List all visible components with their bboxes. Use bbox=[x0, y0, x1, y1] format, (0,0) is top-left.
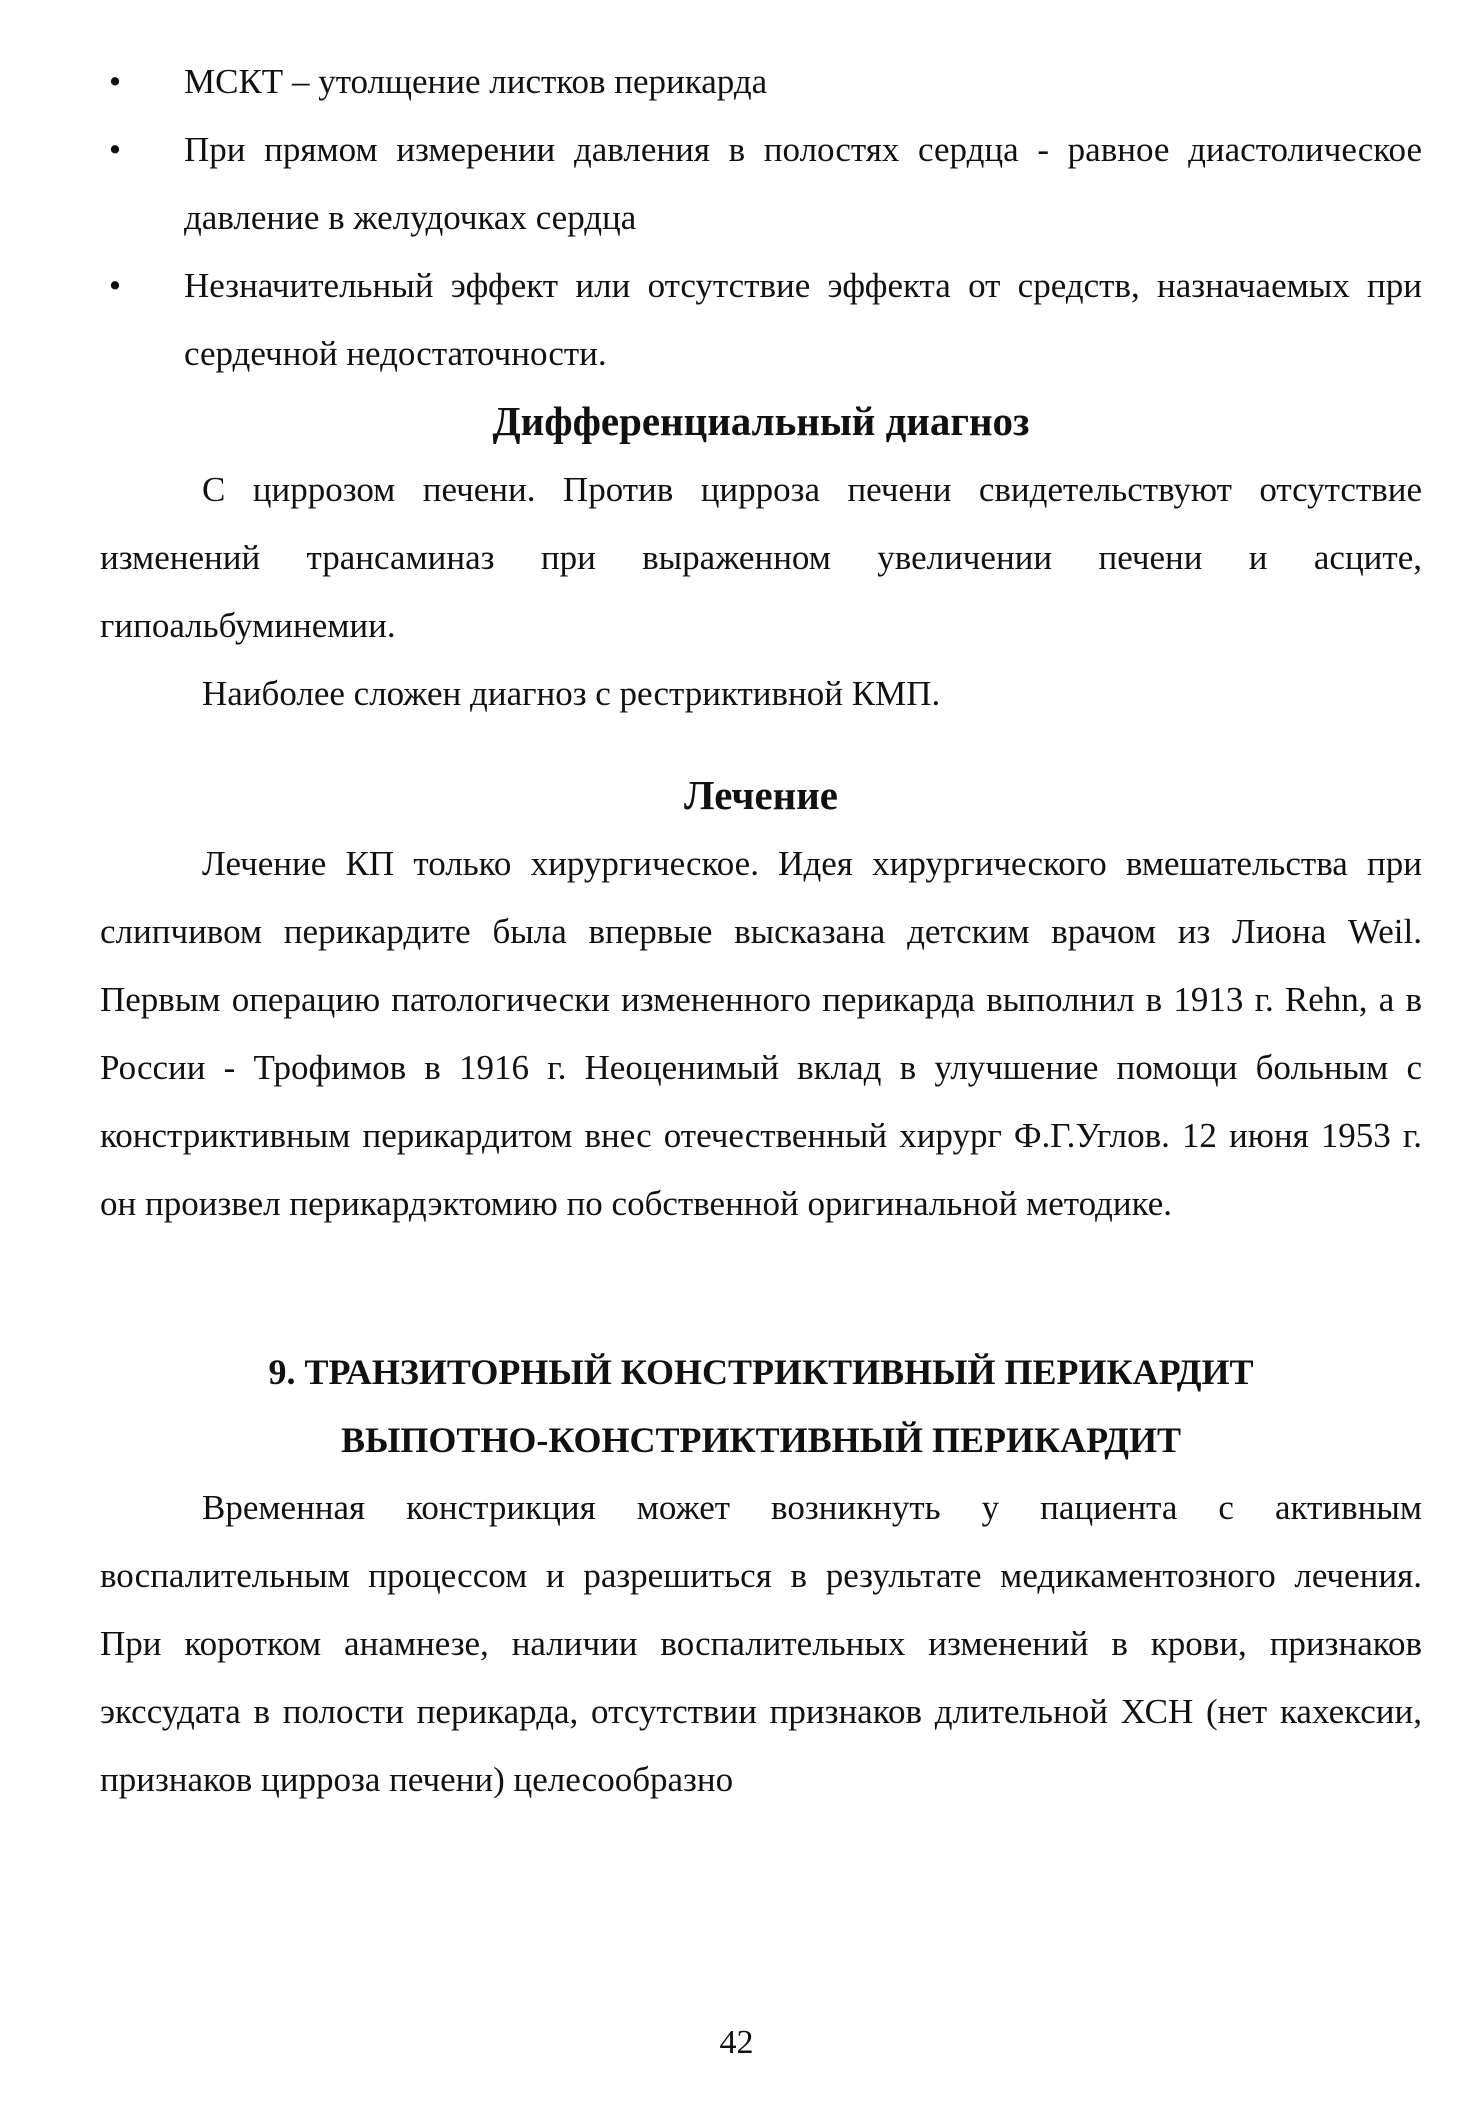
section-title-line2: ВЫПОТНО-КОНСТРИКТИВНЫЙ ПЕРИКАРДИТ bbox=[340, 1420, 1182, 1460]
spacer bbox=[100, 728, 1422, 762]
spacer bbox=[100, 1238, 1422, 1338]
differential-paragraph-restrictive: Наиболее сложен диагноз с рестриктивной КМП. bbox=[202, 674, 941, 713]
treatment-paragraph: Лечение КП только хирургическое. Идея хирургического вмешательства при слипчивом перикардите была впервые высказана детским врачом из Лиона Weil. Первым операцию патологически измененного перикарда выполнил в 1913 г. Rehn, а в России - Трофимов в 1916 г. Неоценимый вклад в улучшение помощи больным с констриктивным перикардитом внес отечественный хирург Ф.Г.Углов. 12 июня 1953 г. он произвел перикардэктомию по собственной оригинальной методике. bbox=[100, 844, 1422, 1223]
treatment-heading: Лечение bbox=[684, 773, 838, 818]
differential-diagnosis-heading: Дифференциальный диагноз bbox=[492, 399, 1030, 444]
criteria-bullet-list bbox=[100, 48, 1422, 388]
bullet-text: Незначительный эффект или отсутствие эффекта от средств, назначаемых при сердечной недостаточности. bbox=[184, 266, 1422, 373]
bullet-icon: • bbox=[108, 266, 122, 305]
page-number: 42 bbox=[719, 2024, 754, 2061]
bullet-icon: • bbox=[108, 62, 122, 101]
bullet-item-msct bbox=[100, 48, 1422, 116]
bullet-item-therapy-effect bbox=[100, 252, 1422, 388]
page-content bbox=[100, 48, 1422, 1814]
bullet-item-pressure bbox=[100, 116, 1422, 252]
bullet-text: При прямом измерении давления в полостях сердца - равное диастолическое давление в желудочках сердца bbox=[184, 130, 1422, 237]
bullet-text: МСКТ – утолщение листков перикарда bbox=[184, 62, 768, 101]
section-title-line1: 9. ТРАНЗИТОРНЫЙ КОНСТРИКТИВНЫЙ ПЕРИКАРДИТ bbox=[268, 1352, 1254, 1392]
differential-paragraph-cirrhosis: С циррозом печени. Против цирроза печени свидетельствуют отсутствие изменений трансаминаз при выраженном увеличении печени и асците, гипоальбуминемии. bbox=[100, 470, 1422, 645]
section9-paragraph: Временная констрикция может возникнуть у пациента с активным воспалительным процессом и разрешиться в результате медикаментозного лечения. При коротком анамнезе, наличии воспалительных изменений в крови, признаков экссудата в полости перикарда, отсутствии признаков длительной ХСН (нет кахексии, признаков цирроза печени) целесообразно bbox=[100, 1488, 1422, 1799]
bullet-icon: • bbox=[108, 130, 122, 169]
